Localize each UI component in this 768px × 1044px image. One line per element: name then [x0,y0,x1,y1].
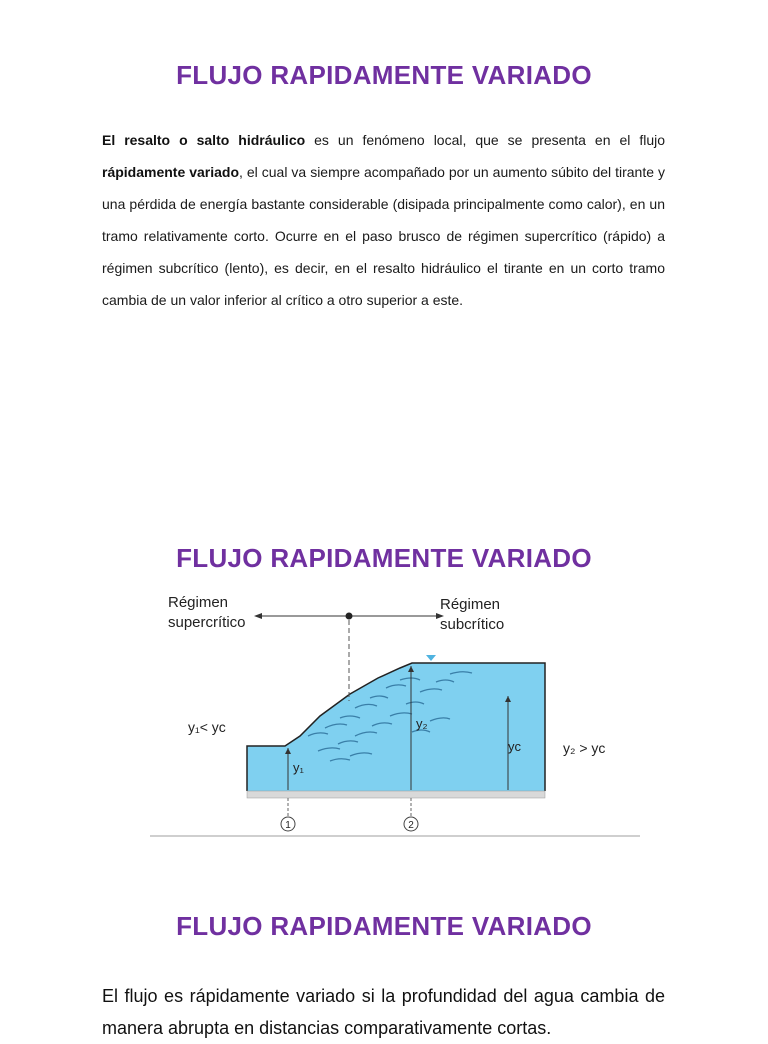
label-y2: y₂ [416,716,428,731]
jump-point [346,613,353,620]
water-body [247,663,545,791]
heading-3: FLUJO RAPIDAMENTE VARIADO [176,911,592,941]
hydraulic-jump-diagram [150,586,640,842]
channel-bed [247,791,545,798]
label-supercritico-2: supercrítico [168,614,246,631]
paragraph-resalto [102,124,665,316]
arrow-head-left [254,613,262,619]
label-y1-compare: y₁< yᴄ [188,719,226,735]
paragraph-text-2: , el cual va siempre acompañado por un aumento súbito del tirante y una pérdida de energía bastante considerable (disipada principalmente como calor), en un tramo relativamente corto. Ocurre en el paso brusco de régimen supercrítico (rápido) a régimen subcrítico (lento), es decir, en el resalto hidráulico el tirante en un corto tramo cambia de un valor inferior al crítico a otro superior a este. [102,164,665,308]
heading-2: FLUJO RAPIDAMENTE VARIADO [176,543,592,573]
paragraph-definicion: El flujo es rápidamente variado si la profundidad del agua cambia de manera abrupta en distancias comparativamente cortas. [102,986,665,1038]
bold-rapidamente: rápidamente variado [102,164,240,180]
label-yc: yᴄ [508,739,521,754]
section-1-label: 1 [285,820,291,831]
label-supercritico-1: Régimen [168,594,229,611]
label-y2-compare: y₂ > yᴄ [563,740,606,756]
section-2-label: 2 [408,820,414,831]
hydraulic-jump-svg [150,586,640,842]
surface-marker-icon [426,655,436,661]
label-subcritico-1: Régimen [440,596,501,613]
label-y1: y₁ [293,760,304,775]
paragraph-text-1: es un fenómeno local, que se presenta en el flujo [305,132,666,148]
label-subcritico-2: subcrítico [440,616,505,633]
heading-1: FLUJO RAPIDAMENTE VARIADO [176,60,592,90]
bold-resalto: El resalto o salto hidráulico [102,132,306,148]
